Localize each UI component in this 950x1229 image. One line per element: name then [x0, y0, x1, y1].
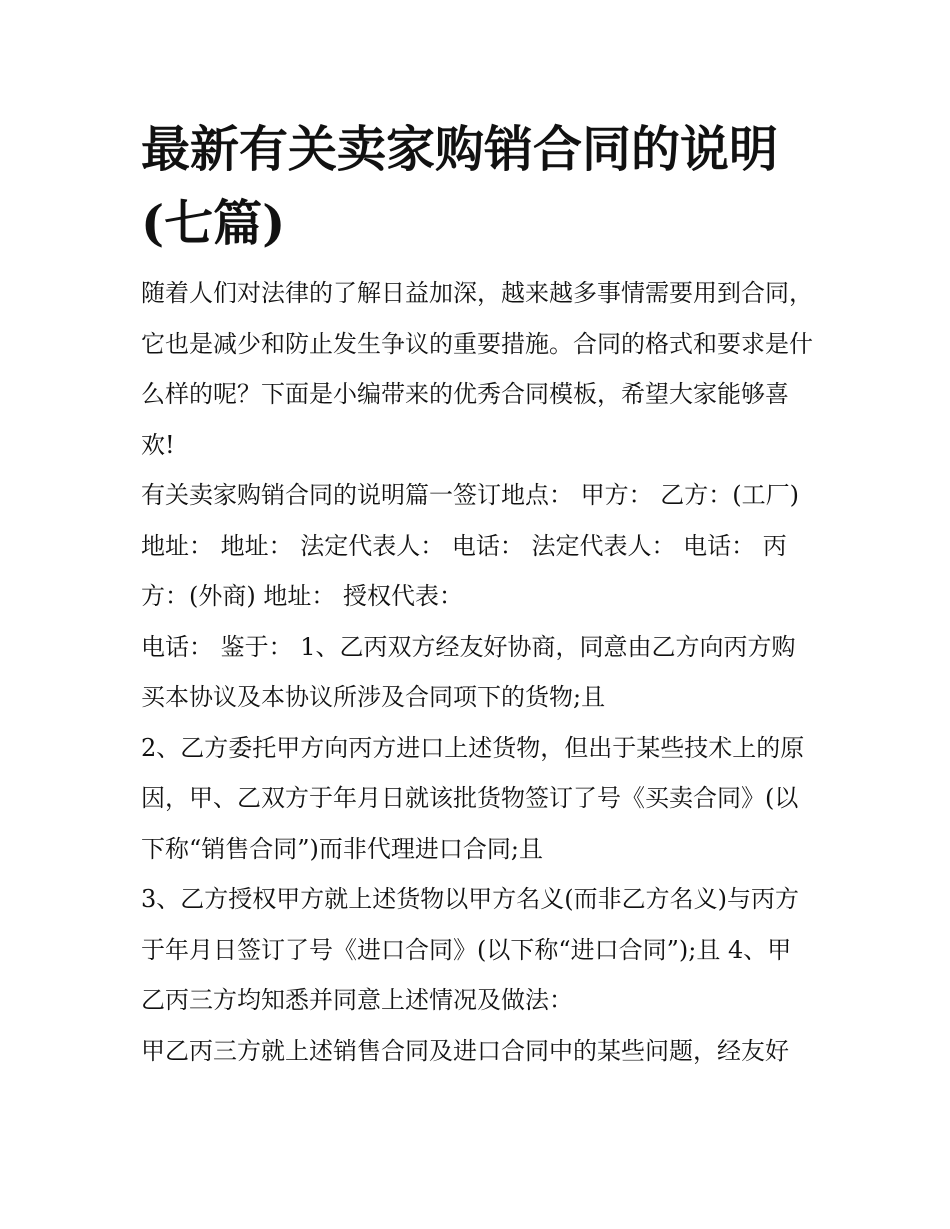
document-body — [141, 112, 813, 1076]
paragraph-whereas-3: 3、乙方授权甲方就上述货物以甲方名义(而非乙方名义)与丙方于年月日签订了号《进口合同》(以下称“进口合同”);且 4、甲乙丙三方均知悉并同意上述情况及做法： — [141, 885, 799, 1014]
paragraph-parties: 有关卖家购销合同的说明篇一签订地点： 甲方： 乙方：(工厂) 地址： 地址： 法定代表人： 电话： 法定代表人： 电话： 丙方：(外商) 地址： 授权代表： — [141, 481, 799, 610]
paragraph-intro: 随着人们对法律的了解日益加深，越来越多事情需要用到合同，它也是减少和防止发生争议的重要措施。合同的格式和要求是什么样的呢？下面是小编带来的优秀合同模板，希望大家能够喜欢! — [141, 279, 813, 459]
paragraph-agreement: 甲乙丙三方就上述销售合同及进口合同中的某些问题，经友好 — [141, 1036, 789, 1065]
paragraph-whereas-2: 2、乙方委托甲方向丙方进口上述货物，但出于某些技术上的原因，甲、乙双方于年月日就该批货物签订了号《买卖合同》(以下称“销售合同”)而非代理进口合同;且 — [141, 733, 805, 863]
paragraph-whereas-1: 电话： 鉴于： 1、乙丙双方经友好协商，同意由乙方向丙方购买本协议及本协议所涉及合同项下的货物;且 — [141, 632, 796, 711]
document-title: 最新有关卖家购销合同的说明(七篇) — [141, 120, 779, 252]
